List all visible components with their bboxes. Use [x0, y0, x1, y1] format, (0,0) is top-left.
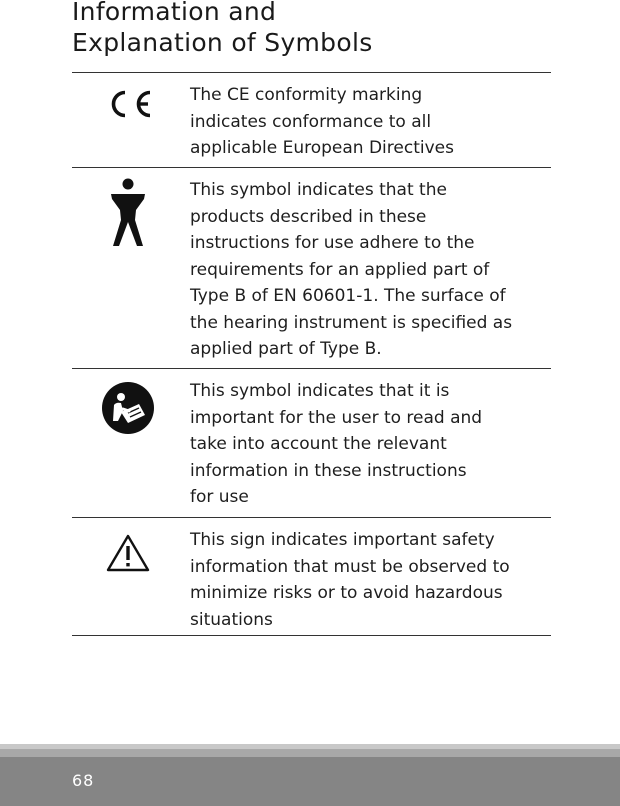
symbol-row-warning [72, 517, 551, 636]
symbol-description: This symbol indicates that the products described in these instructions for use adhere to the requirements for an applied part of Type B of EN 60601-1. The surface of the hearing instrument is specified as applied part of Type B. [190, 180, 513, 359]
symbol-row-read-instructions [72, 368, 551, 517]
ce-marking-icon [106, 89, 154, 119]
page-title-line-1: Information and [72, 0, 277, 26]
symbol-description: The CE conformity marking indicates conformance to all applicable European Directives [190, 85, 454, 158]
page-title [72, 0, 552, 58]
footer-band-mid [0, 749, 620, 757]
symbol-description: This sign indicates important safety information that must be observed to minimize risks or to avoid hazardous situations [190, 530, 510, 630]
symbol-description: This symbol indicates that it is important for the user to read and take into account the relevant information in these instructions for use [190, 381, 483, 507]
type-b-applied-part-icon [108, 178, 148, 248]
page-number: 68 [72, 771, 95, 790]
page-title-line-2: Explanation of Symbols [72, 28, 373, 57]
symbol-row-type-b [72, 167, 551, 368]
symbol-row-ce [72, 72, 551, 167]
symbols-table [72, 72, 551, 636]
read-instructions-icon [101, 381, 155, 435]
warning-triangle-icon [106, 534, 150, 572]
